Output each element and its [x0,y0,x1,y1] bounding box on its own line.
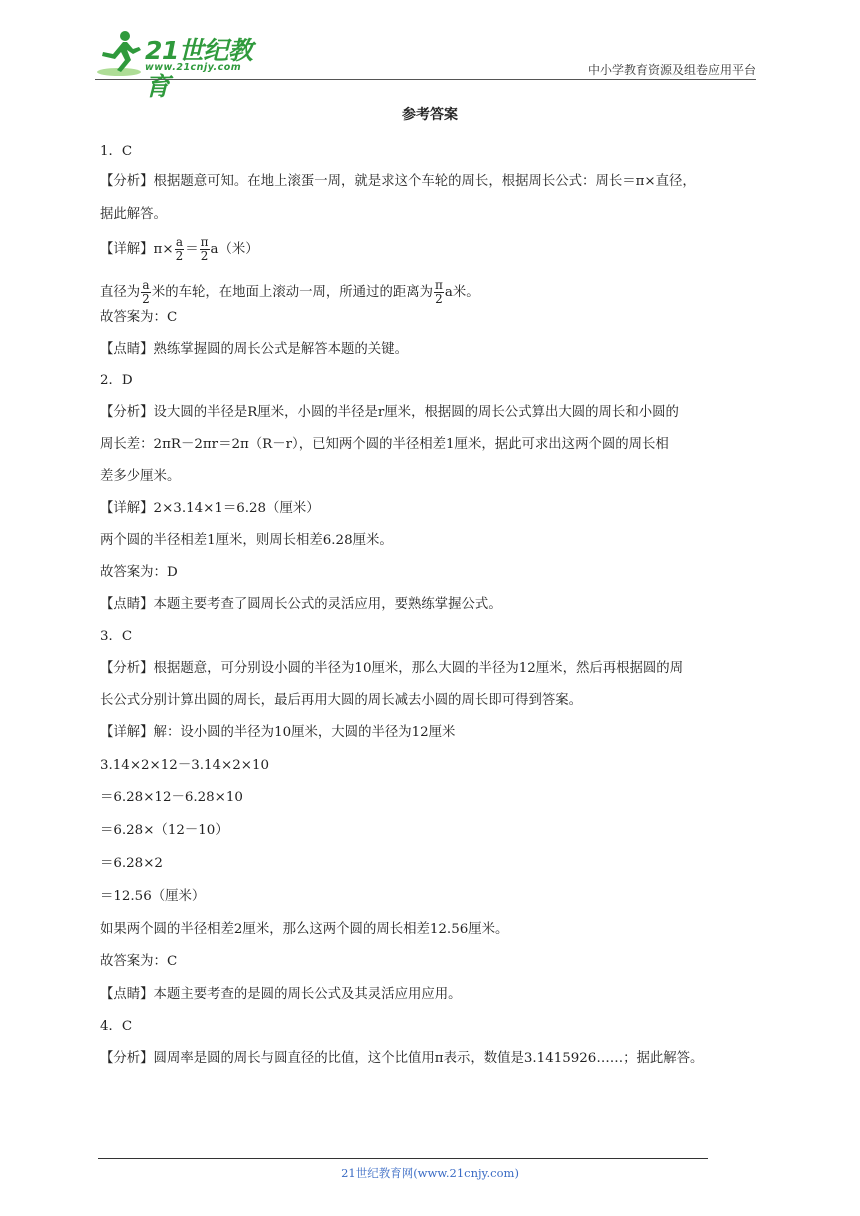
page-title: 参考答案 [402,107,458,123]
text-line: 【详解】解：设小圆的半径为10厘米，大圆的半径为12厘米 [100,725,456,740]
text-line: 两个圆的半径相差1厘米，则周长相差6.28厘米。 [100,533,393,548]
formula-text: 直径为 [100,285,141,300]
fraction-denominator: 2 [175,249,184,263]
text-line: 【分析】根据题意可知。在地上滚蛋一周，就是求这个车轮的周长，根据周长公式：周长＝π×直径， [100,174,696,189]
formula-text: a米。 [444,285,480,300]
text-line: 据此解答。 [100,207,167,222]
text-line: 【分析】根据题意，可分别设小圆的半径为10厘米，那么大圆的半径为12厘米，然后再根据圆的周 [100,661,684,676]
formula-line-1 [100,236,259,263]
logo-text: 21世纪教育 [145,36,253,101]
formula-line-2 [100,279,480,306]
text-line: 长公式分别计算出圆的周长，最后再用大圆的周长减去小圆的周长即可得到答案。 [100,693,583,708]
text-line: 故答案为：C [100,310,178,325]
text-line: 【点睛】本题主要考查的是圆的周长公式及其灵活应用应用。 [100,987,462,1002]
formula-text: ＝ [185,242,199,257]
fraction-numerator: π [200,235,209,249]
page-header [0,0,860,101]
footer-link[interactable]: 21世纪教育网(www.21cnjy.com) [341,1166,519,1180]
fraction [434,279,444,306]
text-line: 差多少厘米。 [100,469,181,484]
fraction-numerator: a [142,278,150,292]
logo [95,28,265,101]
footer-divider [98,1158,708,1159]
formula-text: a（米） [210,242,259,257]
text-line: 1．C [100,144,133,159]
text-line: ＝12.56（厘米） [100,889,206,904]
text-line: 4．C [100,1019,133,1034]
text-line: 2．D [100,373,133,388]
text-line: 【详解】2×3.14×1＝6.28（厘米） [100,501,320,516]
fraction-denominator: 2 [435,292,443,306]
text-line: 如果两个圆的半径相差2厘米，那么这两个圆的周长相差12.56厘米。 [100,922,509,937]
text-line: 故答案为：C [100,954,178,969]
fraction-denominator: 2 [142,292,150,306]
text-line: 3．C [100,629,133,644]
text-line: 3.14×2×12－3.14×2×10 [100,758,270,773]
logo-url: www.21cnjy.com [145,62,242,73]
fraction [175,236,185,263]
fraction [141,279,151,306]
text-line: 【点睛】本题主要考查了圆周长公式的灵活应用，要熟练掌握公式。 [100,597,502,612]
text-line: 周长差：2πR－2πr＝2π（R－r），已知两个圆的半径相差1厘米，据此可求出这两个圆的周长相 [100,437,669,452]
text-line: 【分析】设大圆的半径是R厘米，小圆的半径是r厘米，根据圆的周长公式算出大圆的周长和小圆的 [100,405,679,420]
text-line: 【点睛】熟练掌握圆的周长公式是解答本题的关键。 [100,342,408,357]
text-line: 故答案为：D [100,565,178,580]
fraction-numerator: π [435,278,443,292]
fraction-denominator: 2 [200,249,209,263]
fraction-numerator: a [175,235,183,249]
header-tagline: 中小学教育资源及组卷应用平台 [587,63,756,77]
text-line: ＝6.28×12－6.28×10 [100,790,243,805]
header-divider [95,79,756,80]
text-line: ＝6.28×2 [100,856,163,871]
text-line: 【分析】圆周率是圆的周长与圆直径的比值，这个比值用π表示，数值是3.1415926……；据此解答。 [100,1051,704,1066]
runner-logo-icon [95,28,145,78]
text-line: ＝6.28×（12－10） [100,823,229,838]
formula-text: 【详解】π× [100,242,174,257]
fraction [200,236,210,263]
formula-text: 米的车轮，在地面上滚动一周，所通过的距离为 [151,285,434,300]
